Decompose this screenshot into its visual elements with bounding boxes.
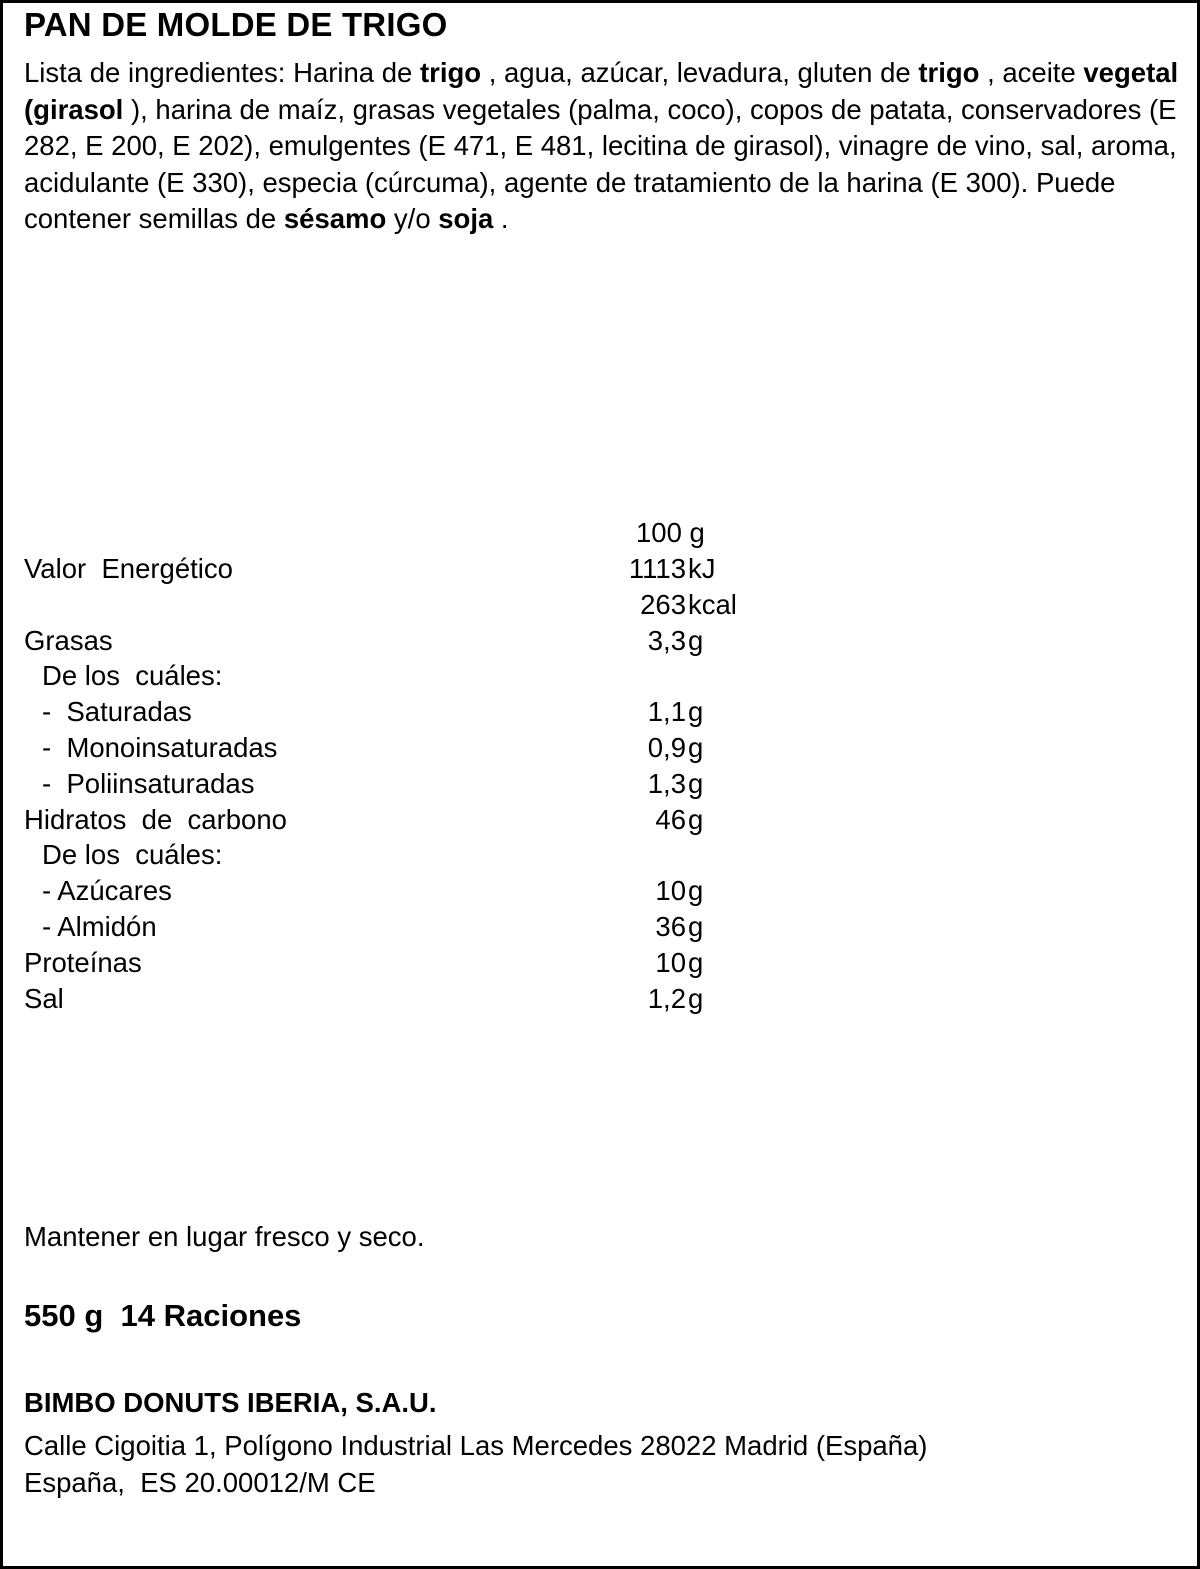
ingredient-text: , agua, azúcar, levadura, gluten de xyxy=(481,57,919,88)
ingredient-text: . xyxy=(493,203,509,234)
allergen-text: soja xyxy=(438,203,494,234)
nutrient-unit: g xyxy=(688,946,704,978)
nutrition-row xyxy=(0,802,1200,838)
nutrition-header-row xyxy=(0,515,1200,551)
ingredient-text: y/o xyxy=(386,203,439,234)
net-content: 550 g 14 Raciones xyxy=(24,1298,302,1333)
nutrition-row xyxy=(0,658,1200,694)
nutrition-row xyxy=(0,909,1200,945)
company-address: Calle Cigoitia 1, Polígono Industrial Las Mercedes 28022 Madrid (España) xyxy=(24,1430,928,1461)
nutrient-label: - Azúcares xyxy=(42,875,172,907)
nutrient-unit: kJ xyxy=(688,553,716,584)
nutrient-unit: g xyxy=(688,803,704,835)
nutrient-label: De los cuáles: xyxy=(42,839,223,871)
nutrition-row xyxy=(0,945,1200,981)
nutrient-value: 263 xyxy=(640,588,686,620)
nutrient-label: - Almidón xyxy=(42,911,157,942)
nutrient-unit: g xyxy=(688,875,704,907)
nutrient-value: 10 xyxy=(655,875,686,907)
nutrient-value: 1,2 xyxy=(647,982,686,1014)
nutrient-label: Sal xyxy=(24,982,64,1014)
allergen-text: vegetal (girasol xyxy=(24,57,1179,125)
nutrient-value: 3,3 xyxy=(647,624,686,656)
nutrition-row xyxy=(0,623,1200,659)
nutrition-row xyxy=(0,837,1200,873)
ingredients-paragraph xyxy=(24,55,1179,238)
nutrient-value: 10 xyxy=(655,946,686,978)
nutrient-label: Proteínas xyxy=(24,946,142,978)
nutrient-unit: g xyxy=(688,911,704,942)
nutrient-unit: g xyxy=(688,696,704,728)
nutrient-unit: g xyxy=(688,624,704,656)
storage-instructions: Mantener en lugar fresco y seco. xyxy=(24,1221,425,1252)
allergen-text: trigo xyxy=(419,57,482,88)
nutrition-row xyxy=(0,730,1200,766)
ingredient-text: , aceite xyxy=(979,57,1084,88)
nutrient-value: 0,9 xyxy=(647,732,686,763)
nutrient-label: - Monoinsaturadas xyxy=(42,732,278,763)
nutrient-label: De los cuáles: xyxy=(42,660,223,692)
nutrient-unit: g xyxy=(688,767,704,799)
nutrient-unit: g xyxy=(688,732,704,763)
nutrition-row xyxy=(0,551,1200,587)
company-name: BIMBO DONUTS IBERIA, S.A.U. xyxy=(24,1387,437,1418)
nutrition-row xyxy=(0,694,1200,730)
nutrition-row xyxy=(0,766,1200,802)
nutrient-unit: g xyxy=(688,982,704,1014)
nutrient-value: 46 xyxy=(655,803,686,835)
ingredients-label: Lista de ingredientes: xyxy=(24,57,294,88)
product-title: PAN DE MOLDE DE TRIGO xyxy=(24,6,448,43)
nutrition-row xyxy=(0,587,1200,623)
nutrient-value: 36 xyxy=(655,911,686,942)
nutrient-label: - Saturadas xyxy=(42,696,192,728)
nutrition-column-header: 100 g xyxy=(636,517,705,548)
nutrient-value: 1,1 xyxy=(647,696,686,728)
nutrition-row xyxy=(0,981,1200,1017)
nutrient-label: Grasas xyxy=(24,624,113,656)
allergen-text: sésamo xyxy=(283,203,387,234)
nutrient-value: 1113 xyxy=(628,553,686,584)
ingredient-text: ), harina de maíz, grasas vegetales (palma, coco), copos de patata, conservadores (E 282, E 200, E 202), emulgentes (E 471, E 481, lecitina de girasol), vinagre de vino, sal, aroma, acidulante (E 330), especia (cúrcuma), agente de tratamiento de la harina (E 300). Puede contener semillas de xyxy=(24,93,1177,234)
nutrient-label: - Poliinsaturadas xyxy=(42,767,255,799)
nutrient-label: Hidratos de carbono xyxy=(24,803,287,835)
nutrient-value: 1,3 xyxy=(647,767,686,799)
nutrient-unit: kcal xyxy=(688,588,737,620)
company-registry: España, ES 20.00012/M CE xyxy=(24,1467,376,1498)
ingredient-text: Harina de xyxy=(293,57,420,88)
nutrition-row xyxy=(0,873,1200,909)
allergen-text: trigo xyxy=(918,57,980,88)
nutrient-label: Valor Energético xyxy=(24,553,233,584)
